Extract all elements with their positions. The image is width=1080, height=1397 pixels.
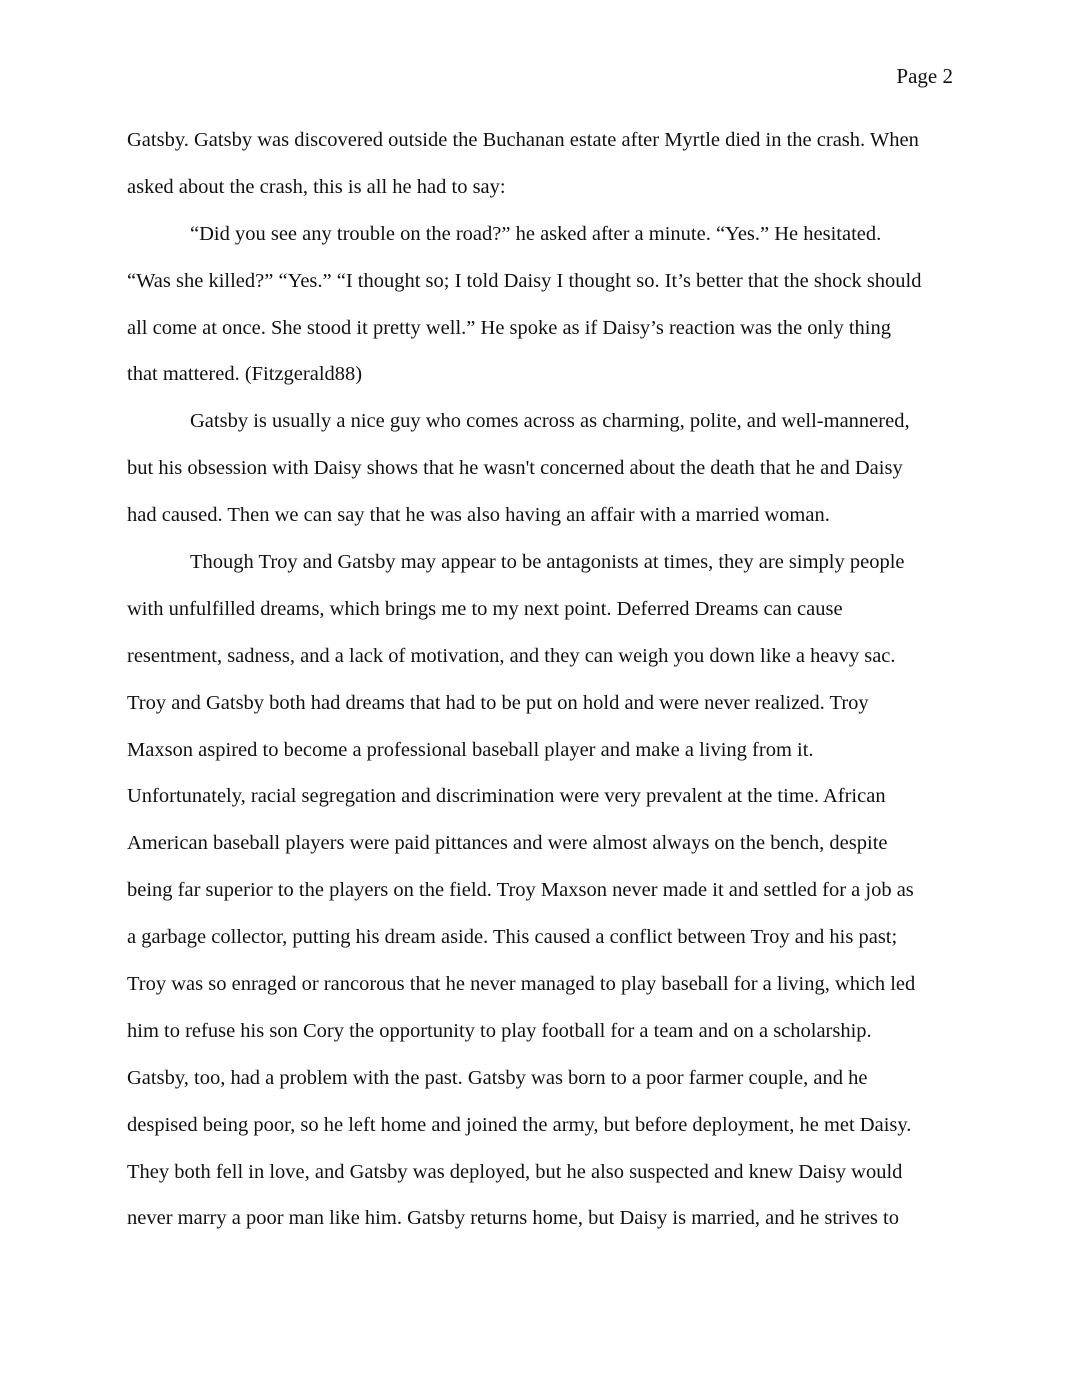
text-line: Troy was so enraged or rancorous that he never managed to play baseball for a living, which led	[127, 973, 916, 996]
text-line: Gatsby, too, had a problem with the past. Gatsby was born to a poor farmer couple, and he	[127, 1066, 868, 1089]
text-line: Unfortunately, racial segregation and discrimination were very prevalent at the time. African	[127, 785, 886, 808]
paragraph-first-line: Though Troy and Gatsby may appear to be antagonists at times, they are simply people	[190, 551, 905, 574]
text-line: Maxson aspired to become a professional baseball player and make a living from it.	[127, 738, 814, 761]
document-body	[127, 125, 957, 1250]
text-line: all come at once. She stood it pretty well.” He spoke as if Daisy’s reaction was the only thing	[127, 316, 892, 339]
text-line: asked about the crash, this is all he had to say:	[127, 175, 506, 198]
text-line: a garbage collector, putting his dream aside. This caused a conflict between Troy and his past;	[127, 926, 898, 949]
text-line: Troy and Gatsby both had dreams that had to be put on hold and were never realized. Troy	[127, 691, 869, 714]
text-line: despised being poor, so he left home and joined the army, but before deployment, he met Daisy.	[127, 1113, 912, 1136]
text-line: They both fell in love, and Gatsby was deployed, but he also suspected and knew Daisy would	[127, 1160, 903, 1183]
text-line: resentment, sadness, and a lack of motivation, and they can weigh you down like a heavy sac.	[127, 644, 896, 667]
page-number-header: Page 2	[896, 64, 953, 88]
text-line: being far superior to the players on the field. Troy Maxson never made it and settled for a job as	[127, 879, 914, 902]
text-line: him to refuse his son Cory the opportunity to play football for a team and on a scholarship.	[127, 1019, 872, 1042]
text-line: Gatsby. Gatsby was discovered outside the Buchanan estate after Myrtle died in the crash. When	[127, 129, 919, 151]
citation-line: that mattered. (Fitzgerald88)	[127, 363, 363, 386]
text-line: American baseball players were paid pittances and were almost always on the bench, despite	[127, 832, 888, 855]
paragraph-first-line: Gatsby is usually a nice guy who comes across as charming, polite, and well-mannered,	[190, 410, 910, 433]
text-line: had caused. Then we can say that he was also having an affair with a married woman.	[127, 504, 830, 527]
text-line: never marry a poor man like him. Gatsby returns home, but Daisy is married, and he strives to	[127, 1207, 899, 1230]
text-line: “Was she killed?” “Yes.” “I thought so; I told Daisy I thought so. It’s better that the shock should	[127, 269, 922, 292]
quote-first-line: “Did you see any trouble on the road?” he asked after a minute. “Yes.” He hesitated.	[190, 222, 882, 245]
text-line: but his obsession with Daisy shows that he wasn't concerned about the death that he and Daisy	[127, 457, 903, 480]
text-line: with unfulfilled dreams, which brings me to my next point. Deferred Dreams can cause	[127, 597, 843, 620]
